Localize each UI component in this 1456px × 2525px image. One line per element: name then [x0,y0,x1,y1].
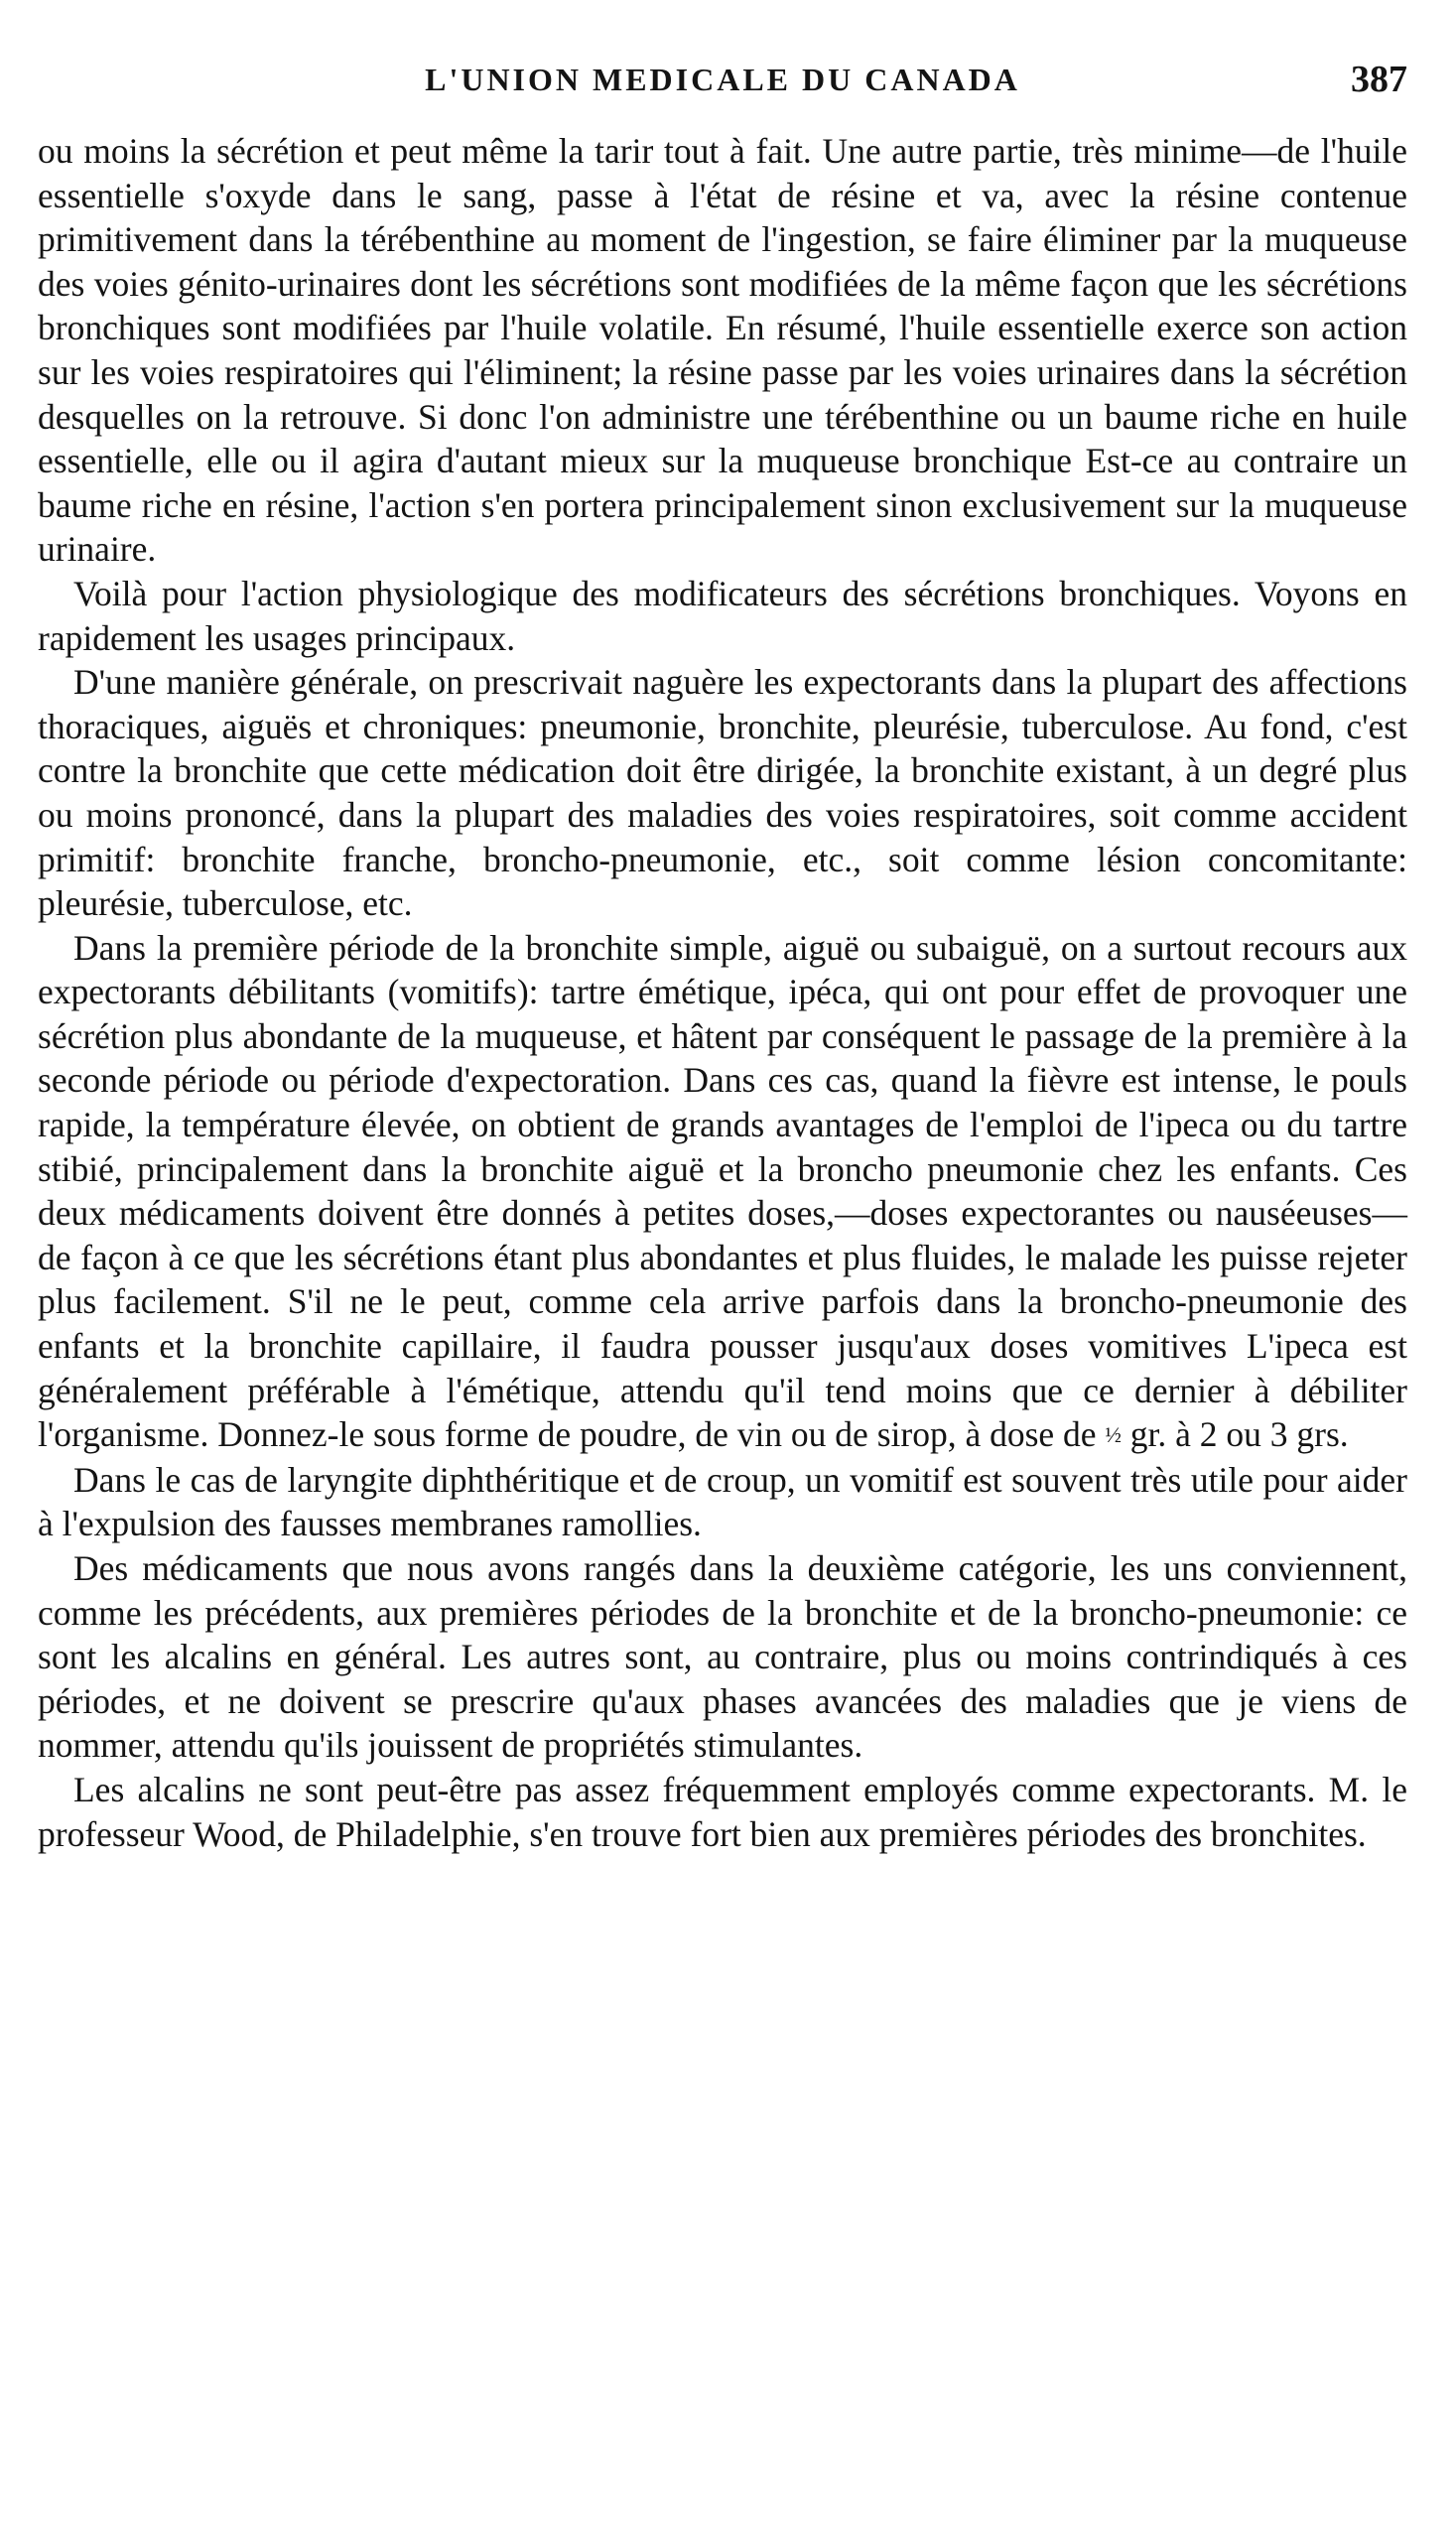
paragraph-first-period-text: Dans la première période de la bronchite simple, aiguë ou subaiguë, on a surtout recours aux expectorants débilitants (vomitifs): tartre émétique, ipéca, qui ont pour effet de provoquer une sécrétion plus abondante de la muqueuse, et hâtent par conséquent le passage de la première à la seconde période ou période d'expectoration. Dans ces cas, quand la fièvre est intense, le pouls rapide, la température élevée, on obtient de grands avantages de l'emploi de l'ipeca ou du tartre stibié, principalement dans la bronchite aiguë et la broncho pneumonie chez les enfants. Ces deux médicaments doivent être donnés à petites doses,—doses expectorantes ou nauséeuses— de façon à ce que les sécrétions étant plus abondantes et plus fluides, le malade les puisse rejeter plus facilement. S'il ne le peut, comme cela arrive parfois dans la broncho-pneumonie des enfants et la bronchite capillaire, il faudra pousser jusqu'aux doses vomitives L'ipeca est généralement préférable à l'émétique, attendu qu'il tend moins que ce dernier à débiliter l'organisme. Donnez-le sous forme de poudre, de vin ou de sirop, à dose de [38,927,1407,1455]
paragraph-laryngitis: Dans le cas de laryngite diphthéritique et de croup, un vomitif est souvent très utile pour aider à l'expulsion des fausses membranes ramollies. [38,1459,1407,1544]
paragraph-first-period [38,926,1407,1458]
dose-tail: gr. à 2 ou 3 grs. [1129,1414,1349,1455]
article-body [38,129,1407,1856]
page-number: 387 [1351,59,1407,100]
document-page [38,59,1407,1856]
paragraph-second-category: Des médicaments que nous avons rangés dans la deuxième catégorie, les uns conviennent, comme les précédents, aux premières périodes de la bronchite et de la broncho-pneumonie: ce sont les alcalins en général. Les autres sont, au contraire, plus ou moins contrindiqués à ces périodes, et ne doivent se prescrire qu'aux phases avancées des maladies que je viens de nommer, attendu qu'ils jouissent de propriétés stimulantes. [38,1548,1407,1766]
running-title: L'UNION MEDICALE DU CANADA [425,62,1020,97]
paragraph-continuation: ou moins la sécrétion et peut même la tarir tout à fait. Une autre partie, très minime—de l'huile essentielle s'oxyde dans le sang, passe à l'état de résine et va, avec la résine contenue primitivement dans la térébenthine au moment de l'ingestion, se faire éliminer par la muqueuse des voies génito-urinaires dont les sécrétions sont modifiées de la même façon que les sécrétions bronchiques sont modifiées par l'huile volatile. En résumé, l'huile essentielle exerce son action sur les voies respiratoires qui l'éliminent; la résine passe par les voies urinaires dans la sécrétion desquelles on la retrouve. Si donc l'on administre une térébenthine ou un baume riche en huile essentielle, elle ou il agira d'autant mieux sur la muqueuse bronchique Est-ce au contraire un baume riche en résine, l'action s'en portera principalement sinon exclusivement sur la muqueuse urinaire. [38,131,1407,570]
paragraph-physiological-action: Voilà pour l'action physiologique des modificateurs des sécrétions bronchiques. Voyons en rapidement les usages principaux. [38,573,1407,658]
paragraph-general-usage: D'une manière générale, on prescrivait naguère les expectorants dans la plupart des affections thoraciques, aiguës et chroniques: pneumonie, bronchite, pleurésie, tuberculose. Au fond, c'est contre la bronchite que cette médication doit être dirigée, la bronchite existant, à un degré plus ou moins prononcé, dans la plupart des maladies des voies respiratoires, soit comme accident primitif: bronchite franche, broncho-pneumonie, etc., soit comme lésion concomitante: pleurésie, tuberculose, etc. [38,662,1407,924]
paragraph-alkalines: Les alcalins ne sont peut-être pas assez fréquemment employés comme expectorants. M. le professeur Wood, de Philadelphie, s'en trouve fort bien aux premières périodes des bronchites. [38,1769,1407,1854]
dose-fraction: ½ [1105,1422,1122,1448]
page-header [38,59,1407,121]
